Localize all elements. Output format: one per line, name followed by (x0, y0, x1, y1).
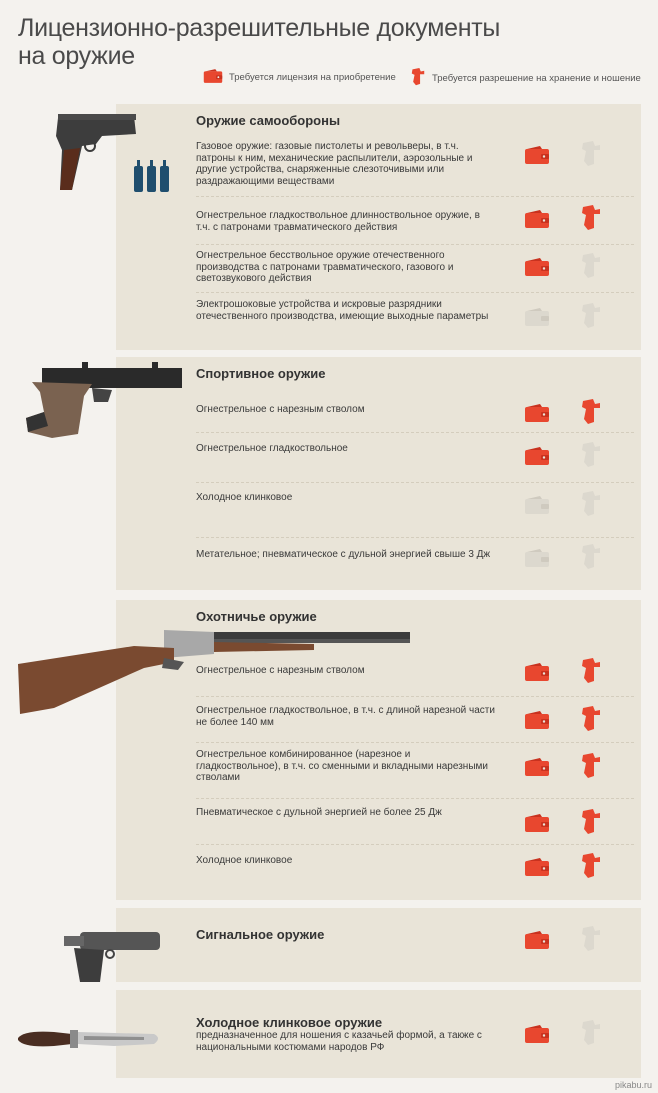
table-row (196, 798, 634, 845)
section-title: Охотничье оружие (196, 609, 317, 624)
title-line-1: Лицензионно-разрешительные документы (18, 14, 501, 42)
section-title: Оружие самообороны (196, 113, 341, 128)
table-row (196, 537, 634, 588)
watermark: pikabu.ru (614, 1080, 652, 1090)
page-title (18, 14, 558, 70)
holster-icon (580, 1020, 602, 1051)
table-row (196, 292, 634, 347)
section-title: Сигнальное оружие (196, 927, 325, 942)
row-text: Пневматическое с дульной энергией не более 25 Дж (196, 807, 442, 818)
row-text: Электрошоковые устройства и искровые разрядники отечественного производства, имеющие выходные параметры (196, 299, 489, 322)
table-row (196, 482, 634, 538)
wallet-icon (524, 757, 550, 782)
knife-icon (14, 1022, 164, 1056)
table-row (196, 196, 634, 245)
shotgun-icon (14, 628, 414, 718)
section-sport (116, 357, 641, 590)
legend-permit (410, 68, 641, 89)
holster-icon (580, 809, 602, 840)
table-row (196, 742, 634, 799)
table-row (196, 136, 634, 196)
wallet-icon (524, 813, 550, 838)
holster-icon (580, 303, 602, 334)
wallet-icon (524, 548, 550, 573)
holster-icon (580, 141, 602, 172)
holster-icon (580, 753, 602, 784)
wallet-icon (524, 930, 550, 955)
pistol-icon (52, 110, 182, 196)
section-signal (116, 908, 641, 982)
wallet-icon (524, 495, 550, 520)
table-row (196, 244, 634, 293)
sport-pistol-icon (22, 362, 187, 442)
holster-icon (580, 205, 602, 236)
holster-icon (580, 442, 602, 473)
title-line-2: на оружие (18, 42, 135, 70)
section-self-defense (116, 104, 641, 350)
row-text: Газовое оружие: газовые пистолеты и револьверы, в т.ч. патроны к ним, механические распылители, аэрозольные и другие устройства, снаряженные слезоточивыми или раздражающими веществами (196, 141, 473, 187)
wallet-icon (524, 1024, 550, 1049)
row-text: Холодное клинковое (196, 855, 293, 866)
flare-gun-icon (60, 922, 164, 986)
row-text: Огнестрельное с нарезным стволом (196, 665, 365, 676)
holster-icon (580, 706, 602, 737)
row-text: Холодное клинковое (196, 492, 293, 503)
wallet-icon (203, 68, 229, 87)
holster-icon (580, 253, 602, 284)
wallet-icon (524, 145, 550, 170)
wallet-icon (524, 710, 550, 735)
table-row (196, 916, 634, 976)
wallet-icon (524, 257, 550, 282)
holster-icon (580, 658, 602, 689)
wallet-icon (524, 403, 550, 428)
row-text: Огнестрельное гладкоствольное, в т.ч. с длиной нарезной части не более 140 мм (196, 705, 495, 728)
wallet-icon (524, 209, 550, 234)
row-text: Огнестрельное комбинированное (нарезное и гладкоствольное), в т.ч. со сменными и вкладными нарезными стволами (196, 749, 488, 783)
holster-icon (580, 491, 602, 522)
wallet-icon (524, 662, 550, 687)
legend-license (203, 68, 396, 87)
table-row (196, 432, 634, 483)
legend-permit-label: Требуется разрешение на хранение и ношение (432, 73, 641, 84)
holster-icon (410, 68, 432, 89)
row-text: Метательное; пневматическое с дульной энергией свыше 3 Дж (196, 549, 491, 560)
section-title: Холодное клинковое оружие (196, 1015, 383, 1030)
table-row (196, 387, 634, 432)
holster-icon (580, 926, 602, 957)
table-row (196, 1030, 634, 1070)
row-text: предназначенное для ношения с казачьей формой, а также с национальными костюмами народов РФ (196, 1030, 482, 1053)
wallet-icon (524, 857, 550, 882)
row-text: Огнестрельное гладкоствольное длинноствольное оружие, в т.ч. с патронами травматического действия (196, 210, 480, 233)
wallet-icon (524, 307, 550, 332)
wallet-icon (524, 446, 550, 471)
section-cold-steel (116, 990, 641, 1078)
row-text: Огнестрельное с нарезным стволом (196, 404, 365, 415)
holster-icon (580, 399, 602, 430)
legend-license-label: Требуется лицензия на приобретение (229, 72, 396, 83)
holster-icon (580, 544, 602, 575)
row-text: Огнестрельное гладкоствольное (196, 443, 348, 454)
table-row (196, 844, 634, 895)
row-text: Огнестрельное бесствольное оружие отечественного производства с патронами травматического, газового и светозвукового действия (196, 250, 454, 284)
holster-icon (580, 853, 602, 884)
section-title: Спортивное оружие (196, 366, 326, 381)
